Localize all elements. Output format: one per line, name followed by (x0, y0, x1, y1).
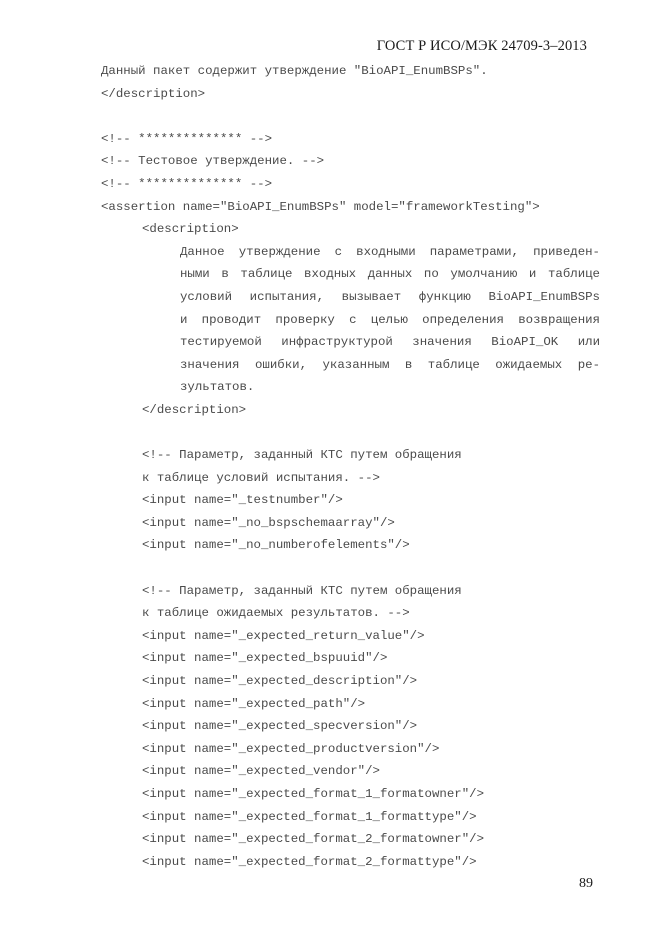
blank-line (101, 422, 601, 445)
description-close-tag: </description> (142, 402, 247, 417)
description-text-line: тестируемой инфраструктурой значения BioAPI_OK или (180, 335, 600, 350)
description-text-line: и проводит проверку с целью определения возвращения (180, 312, 600, 327)
description-text-line: значения ошибки, указанным в таблице ожидаемых ре- (180, 357, 600, 372)
comment-conditions: к таблице условий испытания. --> (142, 470, 380, 485)
standard-header: ГОСТ Р ИСО/МЭК 24709-3–2013 (376, 38, 587, 54)
description-text-line: Данное утверждение с входными параметрами, приведен- (180, 244, 600, 259)
input-tag: <input name="_no_numberofelements"/> (142, 538, 410, 553)
comment-expected: <!-- Параметр, заданный КТС путем обращения (142, 583, 462, 598)
page-number: 89 (579, 876, 593, 891)
description-text-line: ными в таблице входных данных по умолчанию и таблице (180, 267, 600, 282)
description-open-tag: <description> (142, 222, 239, 237)
input-tag: <input name="_expected_description"/> (142, 674, 418, 689)
assertion-open-tag: <assertion name="BioAPI_EnumBSPs" model="frameworkTesting"> (101, 199, 540, 214)
input-tag: <input name="_expected_format_1_formattype"/> (142, 809, 477, 824)
intro-line: Данный пакет содержит утверждение "BioAPI_EnumBSPs". (101, 64, 488, 78)
input-tag: <input name="_expected_return_value"/> (142, 628, 425, 643)
description-text-line: условий испытания, вызывает функцию BioAPI_EnumBSPs (180, 289, 600, 304)
comment-test-assertion: <!-- Тестовое утверждение. --> (101, 154, 325, 169)
input-tag: <input name="_expected_specversion"/> (142, 719, 418, 734)
blank-line (101, 557, 601, 580)
input-tag: <input name="_expected_format_1_formatowner"/> (142, 787, 485, 801)
input-tag: <input name="_testnumber"/> (142, 493, 343, 508)
description-text-line: зультатов. (180, 380, 255, 395)
comment-stars: <!-- ************** --> (101, 131, 273, 146)
blank-line (101, 105, 601, 128)
comment-conditions: <!-- Параметр, заданный КТС путем обращения (142, 448, 462, 463)
input-tag: <input name="_expected_format_2_formatowner"/> (142, 832, 485, 847)
comment-stars: <!-- ************** --> (101, 176, 273, 191)
input-tag: <input name="_no_bspschemaarray"/> (142, 515, 395, 530)
input-tag: <input name="_expected_format_2_formattype"/> (142, 854, 477, 869)
input-tag: <input name="_expected_path"/> (142, 696, 366, 711)
input-tag: <input name="_expected_vendor"/> (142, 764, 380, 779)
input-tag: <input name="_expected_bspuuid"/> (142, 651, 388, 666)
comment-expected: к таблице ожидаемых результатов. --> (142, 606, 410, 621)
description-close-tag: </description> (101, 86, 206, 101)
code-listing (101, 60, 601, 873)
input-tag: <input name="_expected_productversion"/> (142, 741, 440, 756)
